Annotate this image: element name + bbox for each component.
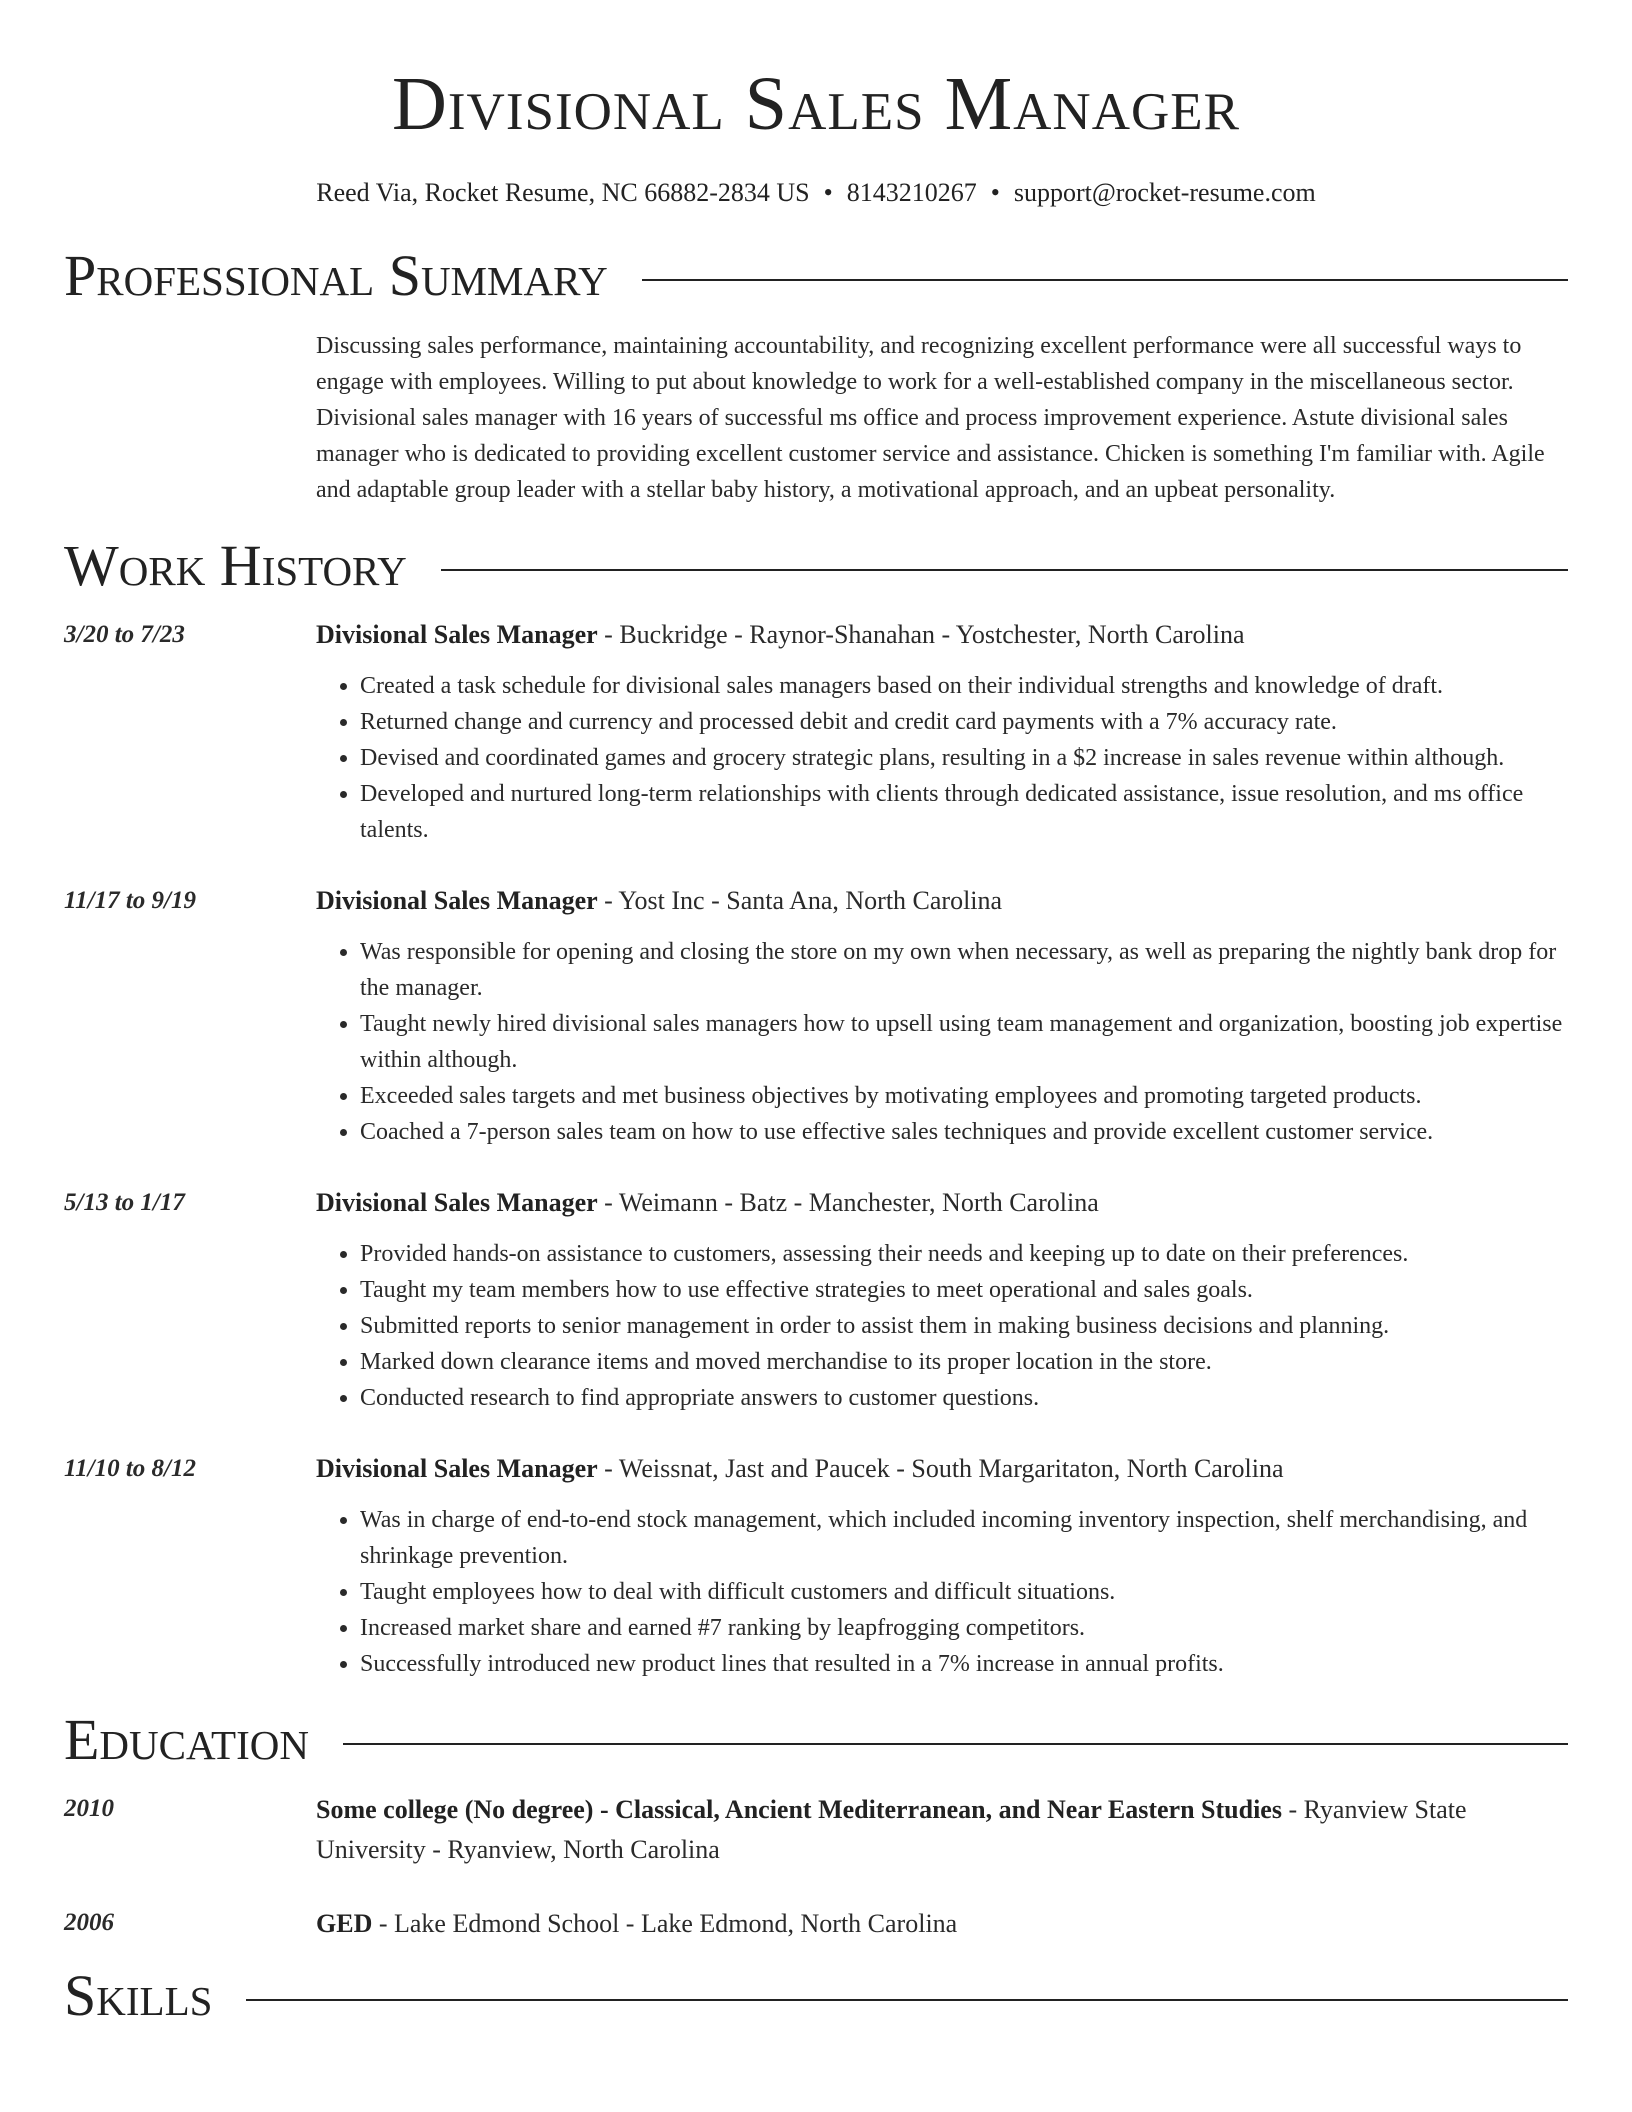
work-entry-body [316, 616, 1568, 848]
work-entry [64, 1184, 1568, 1416]
education-headline [316, 1790, 1568, 1870]
work-headline [316, 1184, 1568, 1222]
education-entry-body [316, 1904, 1568, 1944]
job-bullet: • Successfully introduced new product lines that resulted in a 7% increase in annual profits. [360, 1646, 1568, 1682]
work-headline [316, 882, 1568, 920]
job-bullets [316, 934, 1568, 1150]
education-details: - Lake Edmond School - Lake Edmond, North Carolina [372, 1909, 958, 1938]
job-bullets [316, 668, 1568, 848]
education-entry [64, 1904, 1568, 1944]
job-details: - Weissnat, Jast and Paucek - South Margaritaton, North Carolina [597, 1454, 1284, 1483]
education-year: 2006 [64, 1909, 114, 1936]
work-entry [64, 1450, 1568, 1682]
contact-address: Reed Via, Rocket Resume, NC 66882-2834 US [316, 178, 810, 207]
job-bullet: • Provided hands-on assistance to customers, assessing their needs and keeping up to date on their preferences. [360, 1236, 1568, 1272]
contact-line [64, 176, 1568, 210]
job-bullet: • Created a task schedule for divisional sales managers based on their individual strengths and knowledge of draft. [360, 668, 1568, 704]
education-details: - Ryanview State University - Ryanview, North Carolina [316, 1795, 1467, 1864]
job-title: Divisional Sales Manager [316, 886, 598, 915]
job-details: - Weimann - Batz - Manchester, North Carolina [597, 1188, 1099, 1217]
job-title: Divisional Sales Manager [316, 620, 598, 649]
work-entry-body [316, 1450, 1568, 1682]
work-dates: 3/20 to 7/23 [64, 621, 185, 648]
work-dates: 5/13 to 1/17 [64, 1189, 185, 1216]
section-divider [343, 1743, 1568, 1745]
education-entry-body [316, 1790, 1568, 1870]
education-heading: Education [64, 1707, 309, 1772]
job-bullet: • Increased market share and earned #7 ranking by leapfrogging competitors. [360, 1610, 1568, 1646]
job-title: Divisional Sales Manager [316, 1188, 598, 1217]
work-section-header [64, 533, 1568, 598]
job-bullet: • Conducted research to find appropriate answers to customer questions. [360, 1380, 1568, 1416]
skills-section-header [64, 1963, 1568, 2028]
job-bullet: • Developed and nurtured long-term relationships with clients through dedicated assistance, issue resolution, and ms office talents. [360, 776, 1568, 848]
work-dates: 11/10 to 8/12 [64, 1455, 196, 1482]
work-entry [64, 616, 1568, 848]
work-entry-body [316, 882, 1568, 1150]
work-history-list [64, 616, 1568, 1682]
job-bullet: • Returned change and currency and processed debit and credit card payments with a 7% accuracy rate. [360, 704, 1568, 740]
job-bullet: • Submitted reports to senior management in order to assist them in making business decisions and planning. [360, 1308, 1568, 1344]
work-dates: 11/17 to 9/19 [64, 887, 196, 914]
job-details: - Buckridge - Raynor-Shanahan - Yostchester, North Carolina [597, 620, 1245, 649]
job-bullet: • Taught newly hired divisional sales managers how to upsell using team management and organization, boosting job expertise within although. [360, 1006, 1568, 1078]
education-degree: GED [316, 1909, 373, 1938]
resume-title: Divisional Sales Manager [392, 62, 1240, 146]
education-headline [316, 1904, 1568, 1944]
job-bullet: • Exceeded sales targets and met business objectives by motivating employees and promoting targeted products. [360, 1078, 1568, 1114]
work-entry-body [316, 1184, 1568, 1416]
job-bullets [316, 1236, 1568, 1416]
work-headline [316, 616, 1568, 654]
work-entry [64, 882, 1568, 1150]
summary-section-header [64, 243, 1568, 308]
job-bullets [316, 1502, 1568, 1682]
education-year: 2010 [64, 1795, 114, 1822]
job-bullet: • Marked down clearance items and moved merchandise to its proper location in the store. [360, 1344, 1568, 1380]
contact-email[interactable]: support@rocket-resume.com [1013, 178, 1316, 207]
summary-heading: Professional Summary [64, 243, 608, 308]
contact-separator: • [823, 178, 833, 207]
section-divider [441, 569, 1568, 571]
contact-separator: • [990, 178, 1000, 207]
education-entry [64, 1790, 1568, 1870]
job-details: - Yost Inc - Santa Ana, North Carolina [597, 886, 1003, 915]
job-bullet: • Was in charge of end-to-end stock management, which included incoming inventory inspection, shelf merchandising, and shrinkage prevention. [360, 1502, 1568, 1574]
job-bullet: • Coached a 7-person sales team on how to use effective sales techniques and provide excellent customer service. [360, 1114, 1568, 1150]
education-section-header [64, 1707, 1568, 1772]
contact-phone: 8143210267 [846, 178, 977, 207]
skills-heading: Skills [64, 1963, 213, 2028]
section-divider [246, 1999, 1568, 2001]
work-headline [316, 1450, 1568, 1488]
job-bullet: • Taught employees how to deal with difficult customers and difficult situations. [360, 1574, 1568, 1610]
job-bullet: • Was responsible for opening and closing the store on my own when necessary, as well as preparing the nightly bank drop for the manager. [360, 934, 1568, 1006]
summary-text: Discussing sales performance, maintaining accountability, and recognizing excellent performance were all successful ways to engage with employees. Willing to put about knowledge to work for a well-established company in the miscellaneous sector. Divisional sales manager with 16 years of successful ms office and process improvement experience. Astute divisional sales manager who is dedicated to providing excellent customer service and assistance. Chicken is something I'm familiar with. Agile and adaptable group leader with a stellar baby history, a motivational approach, and an upbeat personality. [316, 333, 1545, 503]
work-heading: Work History [64, 533, 407, 598]
education-degree: Some college (No degree) - Classical, Ancient Mediterranean, and Near Eastern Studies [316, 1795, 1282, 1824]
job-bullet: • Taught my team members how to use effective strategies to meet operational and sales goals. [360, 1272, 1568, 1308]
job-bullet: • Devised and coordinated games and grocery strategic plans, resulting in a $2 increase in sales revenue within although. [360, 740, 1568, 776]
job-title: Divisional Sales Manager [316, 1454, 598, 1483]
section-divider [642, 279, 1568, 281]
